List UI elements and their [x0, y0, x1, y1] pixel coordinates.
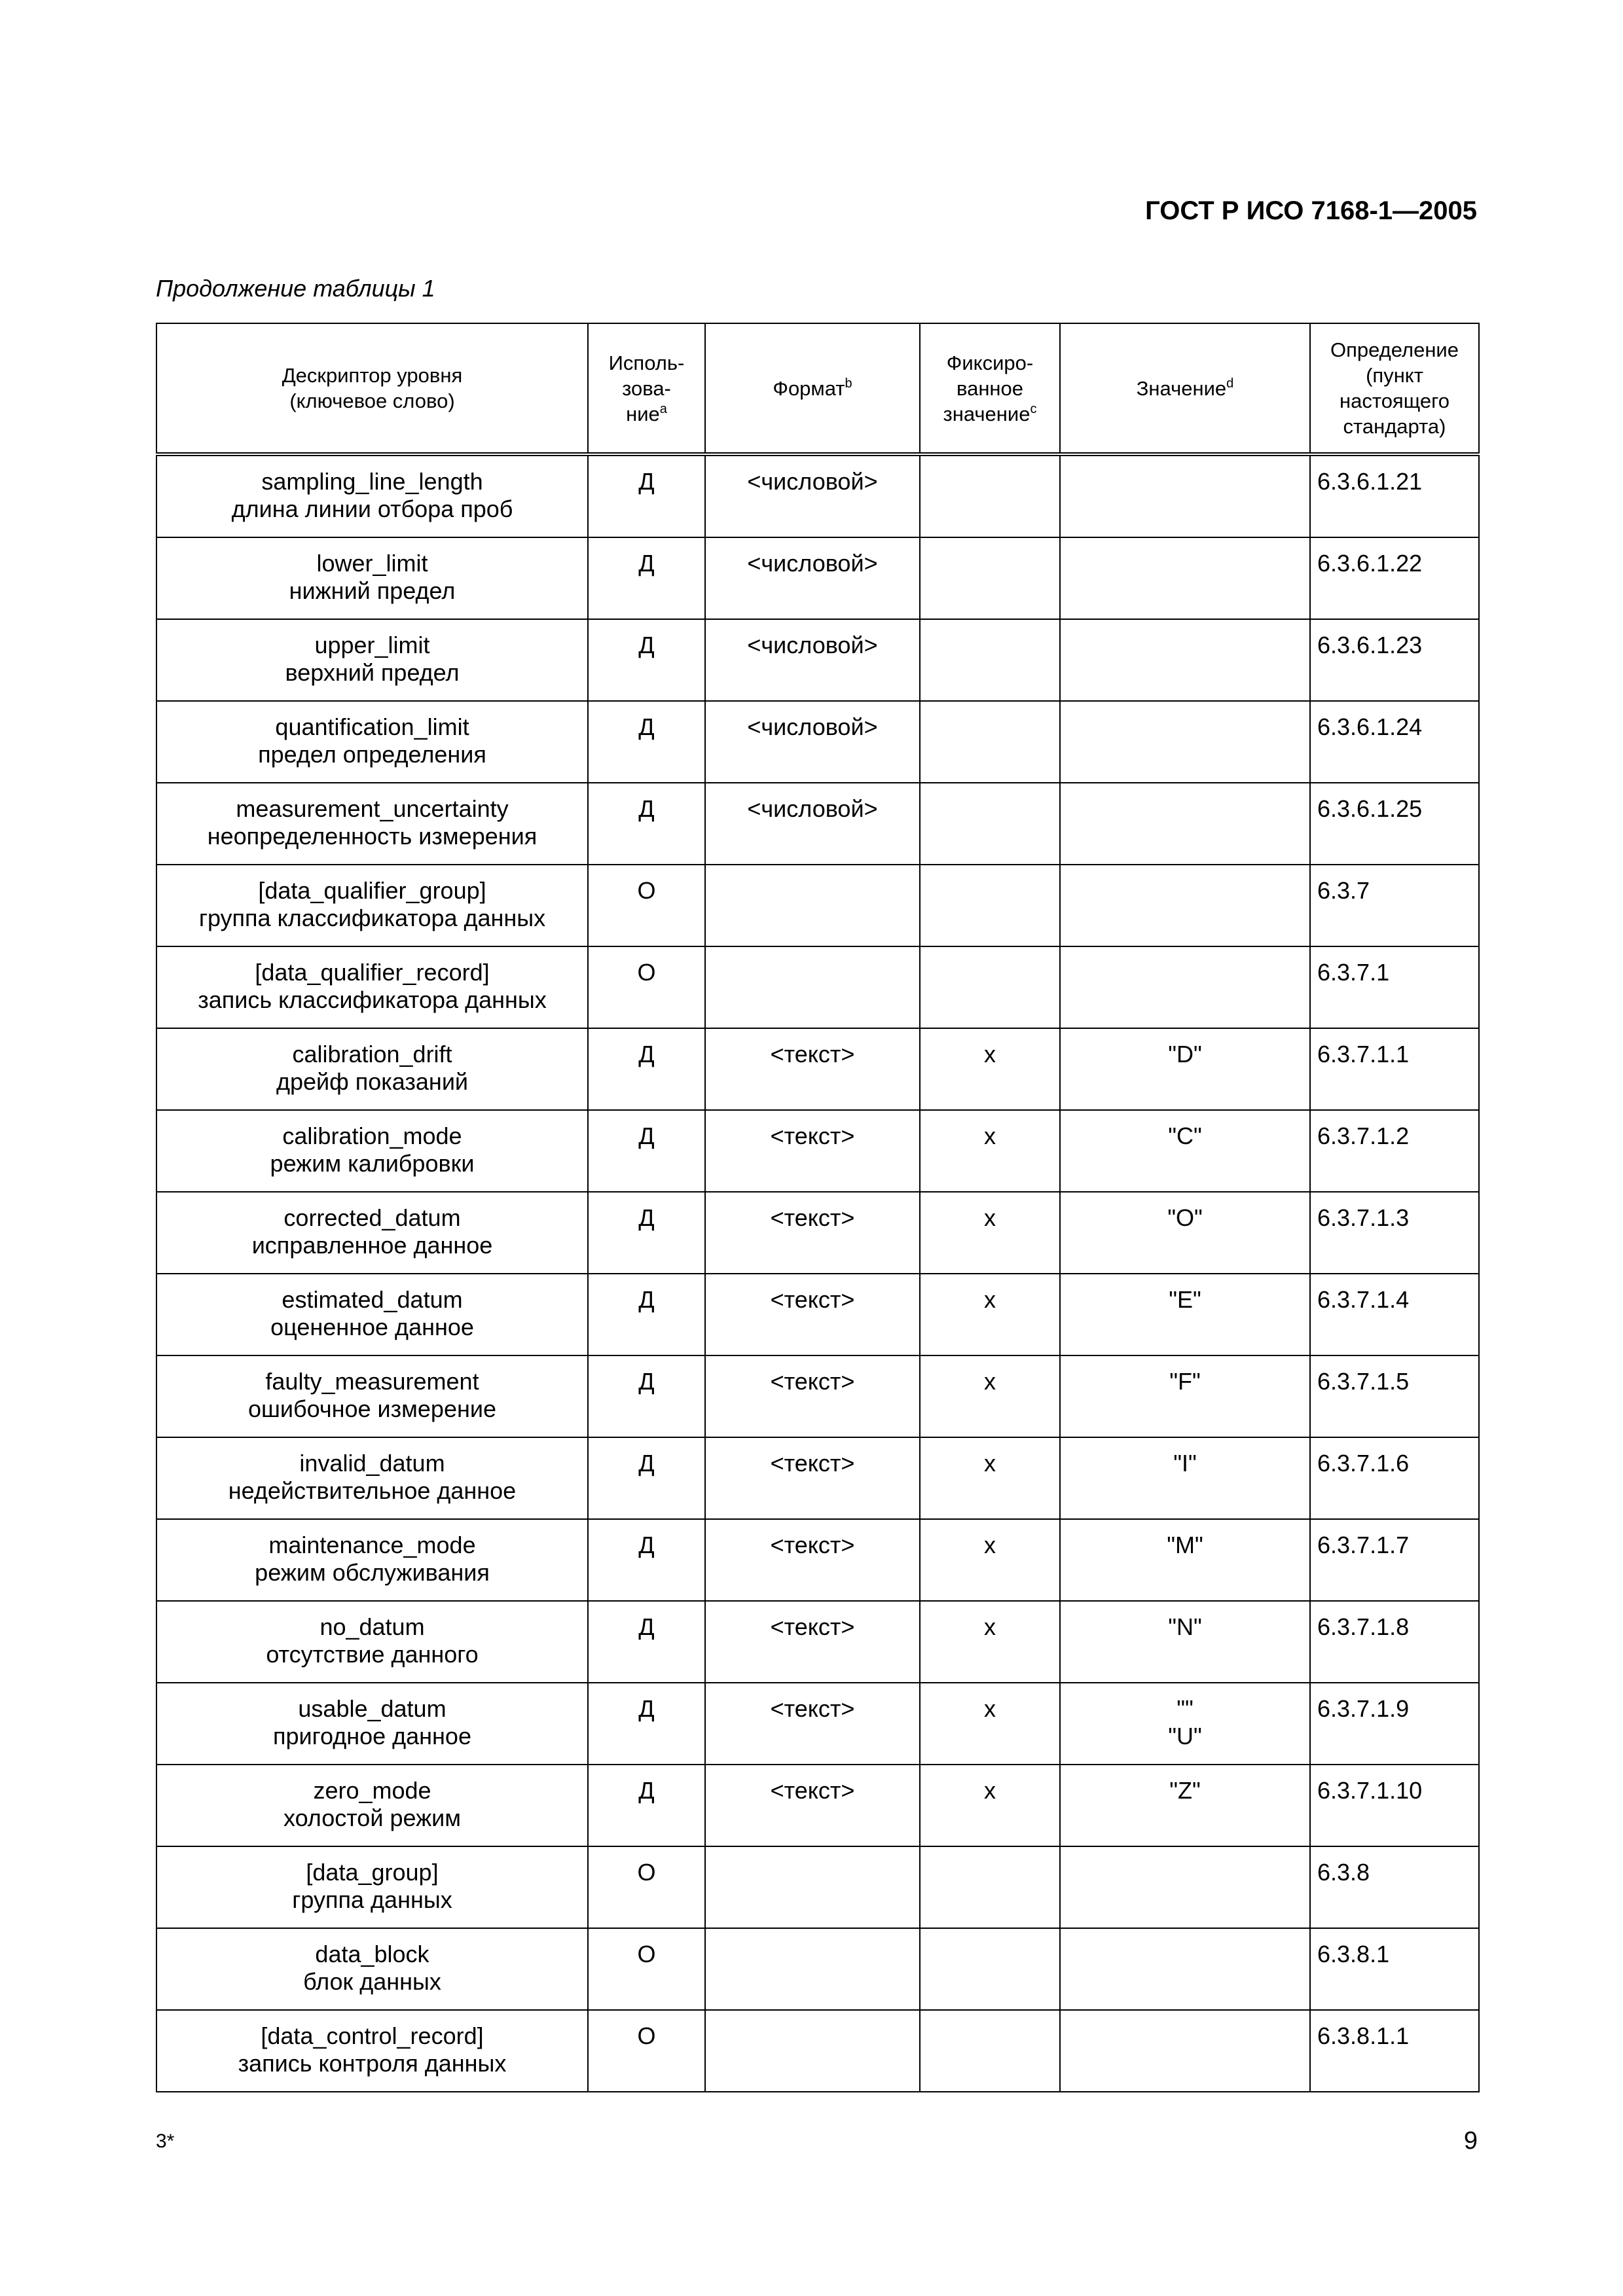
value-cell: [1060, 701, 1310, 783]
definition-ref-cell: 6.3.7.1.4: [1310, 1274, 1479, 1355]
format-cell: [705, 946, 920, 1028]
header-line-text: Значение: [1136, 376, 1227, 400]
definition-ref-cell: 6.3.8.1.1: [1310, 2010, 1479, 2092]
value-text: "F": [1169, 1368, 1201, 1395]
descriptor-keyword: zero_mode: [313, 1777, 431, 1804]
fixed-value-cell: [920, 783, 1060, 865]
descriptor-keyword: [data_qualifier_group]: [258, 877, 486, 904]
header-value: [1060, 323, 1310, 454]
descriptor-keyword: upper_limit: [314, 632, 430, 658]
table-row: [156, 2010, 1479, 2092]
format-cell: <текст>: [705, 1192, 920, 1274]
usage-cell: Д: [588, 1192, 705, 1274]
definition-ref-cell: 6.3.7.1.9: [1310, 1683, 1479, 1765]
format-cell: <числовой>: [705, 537, 920, 619]
header-line: стандарта): [1343, 415, 1446, 438]
descriptor-cell: [156, 1683, 588, 1765]
value-text: "M": [1167, 1532, 1203, 1558]
descriptor-keyword: no_datum: [319, 1613, 425, 1640]
format-cell: [705, 1846, 920, 1928]
definition-ref-cell: 6.3.6.1.25: [1310, 783, 1479, 865]
format-cell: <числовой>: [705, 783, 920, 865]
descriptor-name: длина линии отбора проб: [231, 495, 513, 522]
table-row: [156, 1274, 1479, 1355]
definition-ref-cell: 6.3.8.1: [1310, 1928, 1479, 2010]
value-text: "D": [1168, 1041, 1202, 1067]
header-line: настоящего: [1339, 389, 1450, 412]
format-cell: [705, 2010, 920, 2092]
fixed-value-cell: [920, 1846, 1060, 1928]
usage-cell: Д: [588, 1683, 705, 1765]
usage-cell: О: [588, 1846, 705, 1928]
table-row: [156, 1765, 1479, 1846]
descriptor-name: блок данных: [303, 1968, 441, 1995]
descriptor-keyword: sampling_line_length: [261, 468, 483, 495]
value-cell: [1060, 1192, 1310, 1274]
format-cell: <текст>: [705, 1765, 920, 1846]
descriptor-cell: [156, 619, 588, 701]
table-row: [156, 1437, 1479, 1519]
definition-ref-cell: 6.3.7.1.2: [1310, 1110, 1479, 1192]
descriptor-cell: [156, 1928, 588, 2010]
header-definition: [1310, 323, 1479, 454]
table-row: [156, 537, 1479, 619]
header-line: (пункт: [1366, 364, 1423, 387]
table-continuation-caption: Продолжение таблицы 1: [156, 275, 435, 302]
footnote-marker: d: [1226, 376, 1234, 391]
value-cell: [1060, 454, 1310, 537]
value-text: "E": [1169, 1286, 1201, 1313]
usage-cell: Д: [588, 1028, 705, 1110]
descriptor-keyword: measurement_uncertainty: [236, 795, 509, 822]
value-text: "": [1176, 1695, 1194, 1722]
descriptor-cell: [156, 783, 588, 865]
value-cell: [1060, 2010, 1310, 2092]
descriptor-cell: [156, 1355, 588, 1437]
descriptor-cell: [156, 1846, 588, 1928]
definition-ref-cell: 6.3.7: [1310, 865, 1479, 946]
header-line: Дескриптор уровня: [282, 364, 463, 387]
format-cell: <текст>: [705, 1355, 920, 1437]
descriptor-name: пригодное данное: [273, 1723, 471, 1749]
fixed-value-cell: x: [920, 1110, 1060, 1192]
fixed-value-cell: [920, 946, 1060, 1028]
fixed-value-cell: [920, 619, 1060, 701]
descriptor-cell: [156, 1110, 588, 1192]
table-row: [156, 619, 1479, 701]
fixed-value-cell: [920, 454, 1060, 537]
value-text: "U": [1168, 1723, 1202, 1749]
header-line: [594, 401, 699, 427]
value-cell: [1060, 1274, 1310, 1355]
format-cell: <числовой>: [705, 619, 920, 701]
value-cell: [1060, 1928, 1310, 2010]
header-line: [1066, 376, 1304, 401]
header-line: Определение: [1330, 338, 1459, 361]
table-row: [156, 1355, 1479, 1437]
value-text: "C": [1168, 1122, 1202, 1149]
descriptor-cell: [156, 701, 588, 783]
value-text: "N": [1168, 1613, 1202, 1640]
value-cell: [1060, 1355, 1310, 1437]
header-line: (ключевое слово): [289, 389, 455, 412]
fixed-value-cell: x: [920, 1192, 1060, 1274]
format-cell: [705, 1928, 920, 2010]
format-cell: <текст>: [705, 1028, 920, 1110]
table-row: [156, 1601, 1479, 1683]
descriptor-name: запись контроля данных: [238, 2050, 507, 2077]
descriptor-keyword: [data_qualifier_record]: [255, 959, 490, 986]
format-cell: <текст>: [705, 1110, 920, 1192]
format-cell: <текст>: [705, 1683, 920, 1765]
sheet-mark: 3*: [156, 2130, 175, 2152]
header-line: [711, 376, 914, 401]
value-cell: [1060, 1519, 1310, 1601]
usage-cell: Д: [588, 1110, 705, 1192]
fixed-value-cell: x: [920, 1683, 1060, 1765]
usage-cell: Д: [588, 1355, 705, 1437]
table-row: [156, 1028, 1479, 1110]
fixed-value-cell: x: [920, 1355, 1060, 1437]
value-cell: [1060, 1601, 1310, 1683]
descriptor-name: режим калибровки: [270, 1150, 475, 1177]
descriptor-name: группа классификатора данных: [198, 905, 546, 931]
value-cell: [1060, 1028, 1310, 1110]
format-cell: <числовой>: [705, 701, 920, 783]
table-row: [156, 701, 1479, 783]
descriptor-name: верхний предел: [285, 659, 460, 686]
header-line: Фиксиро-: [946, 351, 1034, 374]
descriptor-name: исправленное данное: [251, 1232, 493, 1259]
definition-ref-cell: 6.3.6.1.23: [1310, 619, 1479, 701]
value-cell: [1060, 537, 1310, 619]
value-cell: [1060, 946, 1310, 1028]
table-row: [156, 1683, 1479, 1765]
descriptor-keyword: estimated_datum: [282, 1286, 463, 1313]
descriptor-name: режим обслуживания: [255, 1559, 490, 1586]
fixed-value-cell: x: [920, 1519, 1060, 1601]
descriptor-name: отсутствие данного: [266, 1641, 479, 1668]
descriptor-cell: [156, 1437, 588, 1519]
usage-cell: Д: [588, 537, 705, 619]
descriptor-name: ошибочное измерение: [248, 1395, 496, 1422]
footnote-marker: a: [659, 401, 667, 416]
usage-cell: Д: [588, 1519, 705, 1601]
value-cell: [1060, 865, 1310, 946]
fixed-value-cell: [920, 537, 1060, 619]
fixed-value-cell: x: [920, 1274, 1060, 1355]
fixed-value-cell: x: [920, 1765, 1060, 1846]
format-cell: [705, 865, 920, 946]
header-usage: [588, 323, 705, 454]
value-text: "O": [1167, 1204, 1203, 1231]
usage-cell: О: [588, 1928, 705, 2010]
usage-cell: О: [588, 2010, 705, 2092]
table-row: [156, 946, 1479, 1028]
table-row: [156, 1846, 1479, 1928]
descriptor-name: предел определения: [258, 741, 486, 768]
usage-cell: Д: [588, 783, 705, 865]
table-row: [156, 1192, 1479, 1274]
usage-cell: О: [588, 946, 705, 1028]
descriptor-keyword: calibration_drift: [292, 1041, 452, 1067]
descriptor-keyword: corrected_datum: [283, 1204, 461, 1231]
table-row: [156, 1519, 1479, 1601]
usage-cell: Д: [588, 1274, 705, 1355]
header-fixed-value: [920, 323, 1060, 454]
usage-cell: Д: [588, 701, 705, 783]
definition-ref-cell: 6.3.7.1.8: [1310, 1601, 1479, 1683]
descriptor-cell: [156, 1765, 588, 1846]
descriptor-name: группа данных: [292, 1886, 452, 1913]
header-line: зова-: [622, 376, 671, 400]
definition-ref-cell: 6.3.7.1.5: [1310, 1355, 1479, 1437]
descriptor-cell: [156, 1274, 588, 1355]
table-row: [156, 1110, 1479, 1192]
descriptor-cell: [156, 454, 588, 537]
document-code: ГОСТ Р ИСО 7168-1—2005: [1145, 196, 1477, 225]
table-row: [156, 1928, 1479, 2010]
page-number: 9: [1463, 2127, 1478, 2155]
table-row: [156, 454, 1479, 537]
fixed-value-cell: x: [920, 1601, 1060, 1683]
usage-cell: Д: [588, 454, 705, 537]
table-row: [156, 783, 1479, 865]
value-cell: [1060, 1846, 1310, 1928]
descriptor-name: неопределенность измерения: [207, 823, 538, 850]
fixed-value-cell: [920, 2010, 1060, 2092]
header-descriptor: [156, 323, 588, 454]
value-cell: [1060, 783, 1310, 865]
descriptor-name: холостой режим: [283, 1804, 462, 1831]
descriptor-cell: [156, 537, 588, 619]
descriptor-keyword: data_block: [315, 1941, 429, 1967]
descriptor-cell: [156, 1519, 588, 1601]
value-cell: [1060, 1437, 1310, 1519]
descriptor-keyword: usable_datum: [298, 1695, 447, 1722]
value-cell: [1060, 619, 1310, 701]
descriptor-name: запись классификатора данных: [198, 986, 547, 1013]
format-cell: <текст>: [705, 1274, 920, 1355]
descriptor-keyword: [data_control_record]: [261, 2022, 484, 2049]
descriptor-name: оцененное данное: [270, 1314, 474, 1340]
descriptor-keyword: quantification_limit: [275, 713, 469, 740]
value-cell: [1060, 1765, 1310, 1846]
usage-cell: Д: [588, 619, 705, 701]
descriptor-name: дрейф показаний: [276, 1068, 469, 1095]
descriptor-name: нижний предел: [289, 577, 456, 604]
descriptor-keyword: maintenance_mode: [268, 1532, 476, 1558]
header-line: Исполь-: [608, 351, 685, 374]
fixed-value-cell: [920, 1928, 1060, 2010]
descriptor-keyword: [data_group]: [306, 1859, 439, 1886]
fixed-value-cell: x: [920, 1028, 1060, 1110]
header-line-text: значение: [943, 402, 1030, 425]
descriptor-keyword: calibration_mode: [282, 1122, 462, 1149]
definition-ref-cell: 6.3.6.1.22: [1310, 537, 1479, 619]
descriptor-name: недействительное данное: [228, 1477, 517, 1504]
fixed-value-cell: [920, 701, 1060, 783]
value-cell: [1060, 1683, 1310, 1765]
header-line: [926, 401, 1054, 427]
descriptor-cell: [156, 2010, 588, 2092]
footnote-marker: c: [1030, 401, 1037, 416]
header-format: [705, 323, 920, 454]
value-text: "Z": [1169, 1777, 1201, 1804]
definition-ref-cell: 6.3.7.1: [1310, 946, 1479, 1028]
usage-cell: О: [588, 865, 705, 946]
table-header-row: [156, 323, 1479, 454]
definition-ref-cell: 6.3.6.1.21: [1310, 454, 1479, 537]
usage-cell: Д: [588, 1437, 705, 1519]
header-line: ванное: [956, 376, 1024, 400]
format-cell: <числовой>: [705, 454, 920, 537]
definition-ref-cell: 6.3.8: [1310, 1846, 1479, 1928]
format-cell: <текст>: [705, 1437, 920, 1519]
header-line-text: Формат: [773, 376, 845, 400]
descriptor-cell: [156, 1601, 588, 1683]
descriptor-cell: [156, 946, 588, 1028]
definition-ref-cell: 6.3.7.1.6: [1310, 1437, 1479, 1519]
format-cell: <текст>: [705, 1601, 920, 1683]
definition-ref-cell: 6.3.7.1.3: [1310, 1192, 1479, 1274]
descriptor-cell: [156, 1192, 588, 1274]
descriptor-keyword: faulty_measurement: [265, 1368, 479, 1395]
definition-ref-cell: 6.3.7.1.1: [1310, 1028, 1479, 1110]
definition-ref-cell: 6.3.7.1.7: [1310, 1519, 1479, 1601]
value-text: "I": [1173, 1450, 1197, 1477]
header-line-text: ние: [626, 402, 660, 425]
definition-ref-cell: 6.3.7.1.10: [1310, 1765, 1479, 1846]
fixed-value-cell: [920, 865, 1060, 946]
value-cell: [1060, 1110, 1310, 1192]
usage-cell: Д: [588, 1601, 705, 1683]
fixed-value-cell: x: [920, 1437, 1060, 1519]
descriptor-cell: [156, 1028, 588, 1110]
descriptor-cell: [156, 865, 588, 946]
format-cell: <текст>: [705, 1519, 920, 1601]
descriptor-keyword: invalid_datum: [299, 1450, 445, 1477]
footnote-marker: b: [845, 376, 852, 391]
definition-ref-cell: 6.3.6.1.24: [1310, 701, 1479, 783]
table-row: [156, 865, 1479, 946]
usage-cell: Д: [588, 1765, 705, 1846]
descriptor-keyword: lower_limit: [316, 550, 428, 577]
descriptor-table: [156, 323, 1480, 2092]
table-body: [156, 454, 1479, 2092]
